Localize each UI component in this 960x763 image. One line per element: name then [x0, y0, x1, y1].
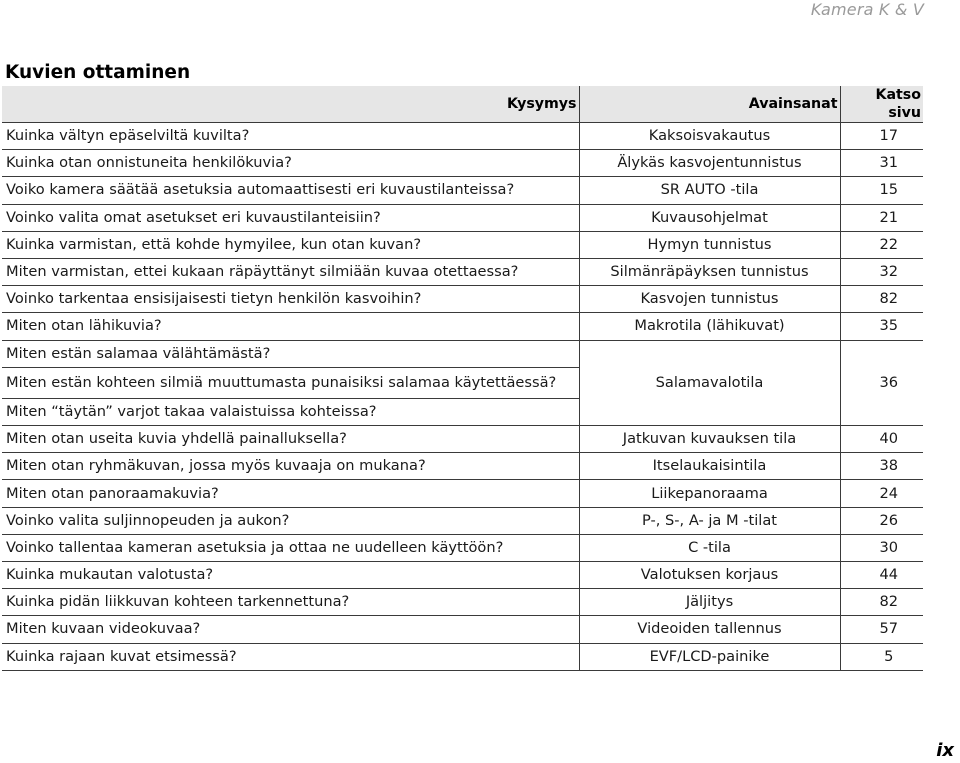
question-cell: Miten otan ryhmäkuvan, jossa myös kuvaaja on mukana?	[2, 453, 579, 480]
question-cell: Kuinka pidän liikkuvan kohteen tarkennettuna?	[2, 589, 579, 616]
page-cell: 82	[840, 589, 923, 616]
section-heading: Kuvien ottaminen	[5, 62, 191, 83]
feature-cell: Itselaukaisintila	[579, 453, 840, 480]
feature-cell: P-, S-, A- ja M -tilat	[579, 507, 840, 534]
table-row	[2, 589, 923, 616]
page-cell: 40	[840, 426, 923, 453]
page-cell-merged: 36	[840, 340, 923, 426]
question-cell: Kuinka varmistan, että kohde hymyilee, kun otan kuvan?	[2, 231, 579, 258]
page-cell: 82	[840, 286, 923, 313]
table-row	[2, 562, 923, 589]
table-row	[2, 453, 923, 480]
table-row	[2, 616, 923, 643]
question-cell: Voinko tarkentaa ensisijaisesti tietyn henkilön kasvoihin?	[2, 286, 579, 313]
page-cell: 35	[840, 313, 923, 340]
table-row	[2, 123, 923, 150]
page-cell: 32	[840, 258, 923, 285]
feature-cell: Hymyn tunnistus	[579, 231, 840, 258]
question-cell: Kuinka vältyn epäselviltä kuvilta?	[2, 123, 579, 150]
table-row	[2, 258, 923, 285]
feature-cell: Makrotila (lähikuvat)	[579, 313, 840, 340]
page-cell: 44	[840, 562, 923, 589]
page-number: ix	[936, 740, 954, 761]
page-cell: 31	[840, 150, 923, 177]
question-cell: Miten otan panoraamakuvia?	[2, 480, 579, 507]
question-cell: Voiko kamera säätää asetuksia automaattisesti eri kuvaustilanteissa?	[2, 177, 579, 204]
table-row	[2, 480, 923, 507]
page-cell: 21	[840, 204, 923, 231]
feature-cell: Kaksoisvakautus	[579, 123, 840, 150]
table-row	[2, 643, 923, 670]
question-cell: Kuinka otan onnistuneita henkilökuvia?	[2, 150, 579, 177]
feature-cell: Älykäs kasvojentunnistus	[579, 150, 840, 177]
table-row	[2, 313, 923, 340]
page-cell: 26	[840, 507, 923, 534]
question-cell: Kuinka mukautan valotusta?	[2, 562, 579, 589]
question-cell: Voinko tallentaa kameran asetuksia ja ottaa ne uudelleen käyttöön?	[2, 534, 579, 561]
faq-table	[2, 86, 923, 671]
page-cell: 17	[840, 123, 923, 150]
header-keywords: Avainsanat	[579, 86, 840, 123]
header-questions: Kysymys	[2, 86, 579, 123]
question-cell: Voinko valita suljinnopeuden ja aukon?	[2, 507, 579, 534]
page-cell: 22	[840, 231, 923, 258]
question-cell: Miten estän kohteen silmiä muuttumasta punaisiksi salamaa käytettäessä?	[2, 367, 579, 398]
feature-cell: Liikepanoraama	[579, 480, 840, 507]
table-row	[2, 340, 923, 367]
table-row	[2, 286, 923, 313]
feature-cell-merged: Salamavalotila	[579, 340, 840, 426]
question-cell: Miten varmistan, ettei kukaan räpäyttänyt silmiään kuvaa otettaessa?	[2, 258, 579, 285]
table-row	[2, 507, 923, 534]
question-cell: Miten otan useita kuvia yhdellä painalluksella?	[2, 426, 579, 453]
feature-cell: Videoiden tallennus	[579, 616, 840, 643]
manual-section-title: Kamera K & V	[810, 0, 924, 19]
table-row	[2, 231, 923, 258]
table-row	[2, 204, 923, 231]
question-cell: Voinko valita omat asetukset eri kuvaustilanteisiin?	[2, 204, 579, 231]
question-cell: Miten “täytän” varjot takaa valaistuissa kohteissa?	[2, 398, 579, 425]
table-row	[2, 150, 923, 177]
question-cell: Miten otan lähikuvia?	[2, 313, 579, 340]
feature-cell: EVF/LCD-painike	[579, 643, 840, 670]
page-cell: 30	[840, 534, 923, 561]
feature-cell: Kuvausohjelmat	[579, 204, 840, 231]
table-row	[2, 426, 923, 453]
table-row	[2, 177, 923, 204]
table-row	[2, 534, 923, 561]
feature-cell: Silmänräpäyksen tunnistus	[579, 258, 840, 285]
feature-cell: C -tila	[579, 534, 840, 561]
feature-cell: Jäljitys	[579, 589, 840, 616]
question-cell: Miten estän salamaa välähtämästä?	[2, 340, 579, 367]
page-cell: 5	[840, 643, 923, 670]
page-cell: 57	[840, 616, 923, 643]
table-header-row	[2, 86, 923, 123]
feature-cell: Jatkuvan kuvauksen tila	[579, 426, 840, 453]
page-cell: 15	[840, 177, 923, 204]
feature-cell: Kasvojen tunnistus	[579, 286, 840, 313]
feature-cell: SR AUTO -tila	[579, 177, 840, 204]
feature-cell: Valotuksen korjaus	[579, 562, 840, 589]
question-cell: Miten kuvaan videokuvaa?	[2, 616, 579, 643]
page-cell: 38	[840, 453, 923, 480]
header-page: Katso sivu	[840, 86, 923, 123]
page-cell: 24	[840, 480, 923, 507]
question-cell: Kuinka rajaan kuvat etsimessä?	[2, 643, 579, 670]
